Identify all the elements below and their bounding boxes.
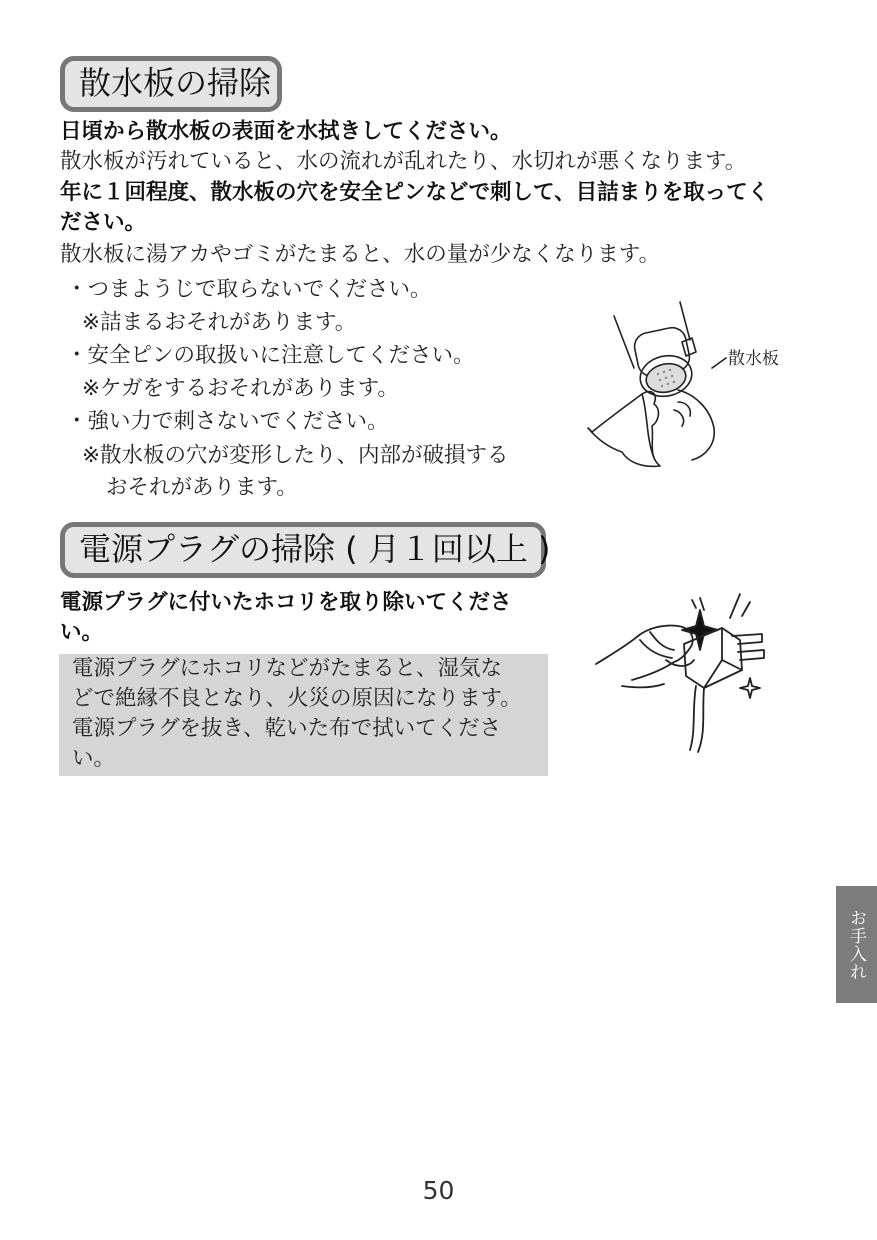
- side-tab-label: お手入れ: [846, 908, 866, 981]
- warning-line: 電源プラグを抜き、乾いた布で拭いてくださ: [72, 716, 502, 741]
- warning-line: い。: [72, 746, 116, 771]
- bullet-note: ※詰まるおそれがあります。: [82, 310, 357, 335]
- section-heading-power-plug: 電源プラグの掃除 ( 月１回以上 ): [60, 522, 546, 578]
- text-line: ださい。: [60, 210, 147, 235]
- bullet-item: ・つまようじで取らないでください。: [66, 277, 432, 302]
- bullet-note: ※ケガをするおそれがあります。: [82, 376, 399, 401]
- text-line: 電源プラグに付いたホコリを取り除いてくださ: [60, 590, 512, 615]
- sprinkler-plate-illustration: [582, 298, 802, 478]
- section-heading-sprinkler-plate: 散水板の掃除: [60, 56, 282, 112]
- warning-line: 電源プラグにホコリなどがたまると、湿気な: [72, 656, 503, 681]
- text-line: 散水板が汚れていると、水の流れが乱れたり、水切れが悪くなります。: [60, 149, 747, 174]
- bullet-note: おそれがあります。: [106, 475, 298, 500]
- illustration-label: 散水板: [728, 349, 779, 369]
- page-number: 50: [422, 1176, 455, 1205]
- text-line: 年に１回程度、散水板の穴を安全ピンなどで刺して、目詰まりを取ってく: [60, 180, 770, 205]
- side-tab-maintenance[interactable]: [836, 886, 877, 1003]
- power-plug-illustration: [592, 590, 772, 755]
- text-line: 散水板に湯アカやゴミがたまると、水の量が少なくなります。: [60, 242, 661, 267]
- bullet-item: ・安全ピンの取扱いに注意してください。: [66, 343, 475, 368]
- bullet-note: ※散水板の穴が変形したり、内部が破損する: [82, 443, 509, 468]
- text-line: 日頃から散水板の表面を水拭きしてください。: [60, 119, 512, 144]
- bullet-item: ・強い力で刺さないでください。: [66, 409, 389, 434]
- text-line: い。: [60, 620, 104, 645]
- warning-line: どで絶縁不良となり、火災の原因になります。: [72, 686, 522, 711]
